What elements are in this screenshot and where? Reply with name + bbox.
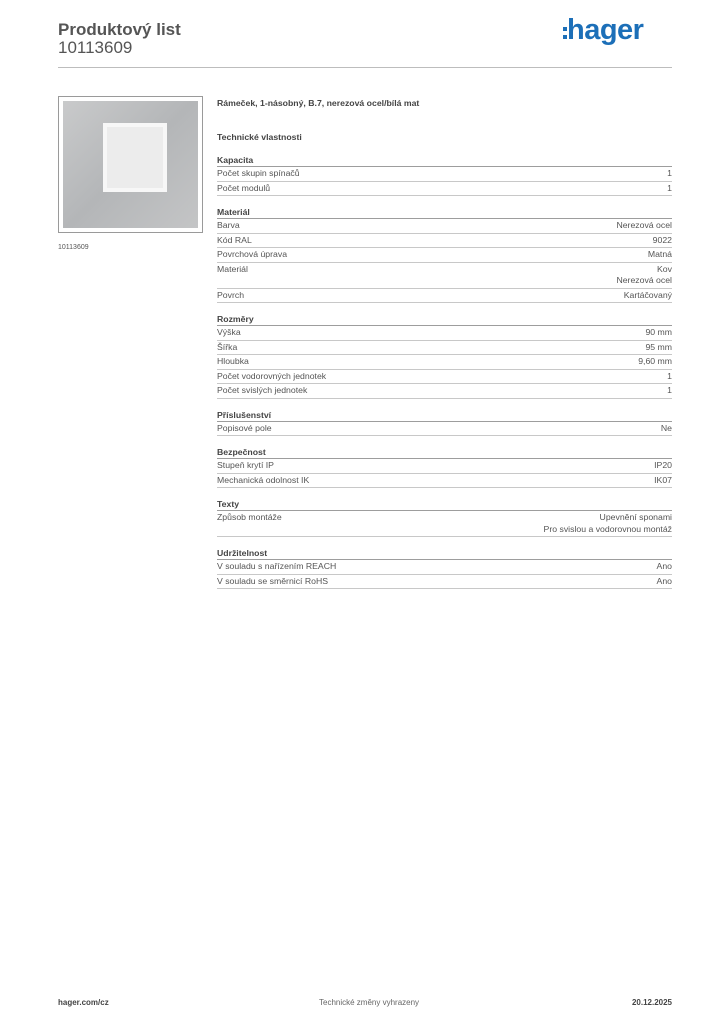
spec-group	[217, 409, 672, 437]
product-title: Rámeček, 1-násobný, B.7, nerezová ocel/bílá mat	[217, 98, 420, 108]
product-number: 10113609	[58, 38, 133, 57]
spec-value-line: Kartáčovaný	[623, 289, 672, 300]
page-title: Produktový list	[58, 20, 181, 39]
spec-value	[667, 385, 672, 397]
group-heading: Rozměry	[217, 313, 672, 326]
spec-label: Způsob montáže	[217, 512, 282, 522]
spec-value	[624, 290, 672, 302]
spec-row	[217, 341, 672, 356]
spec-row	[217, 219, 672, 234]
spec-row	[217, 575, 672, 590]
spec-group	[217, 547, 672, 589]
spec-value-line: 1	[667, 182, 672, 193]
spec-value-line: Ano	[656, 561, 672, 571]
spec-group	[217, 313, 672, 399]
spec-value	[654, 475, 672, 487]
spec-group	[217, 498, 672, 537]
spec-value-line: Matná	[647, 249, 672, 259]
frame-stainless-plate	[63, 101, 198, 228]
spec-value-line: Nerezová ocel	[616, 275, 672, 285]
spec-value	[661, 423, 672, 435]
spec-groups	[217, 154, 672, 589]
spec-label: V souladu se směrnicí RoHS	[217, 575, 329, 586]
spec-value	[667, 371, 672, 383]
spec-value-line: Ne	[660, 422, 672, 433]
spec-value	[648, 249, 672, 261]
spec-label: Stupeň krytí IP	[217, 460, 274, 470]
spec-value	[667, 183, 672, 195]
spec-label: Kód RAL	[217, 234, 252, 245]
spec-row	[217, 248, 672, 263]
spec-row	[217, 560, 672, 575]
spec-row	[217, 384, 672, 399]
spec-label: Povrch	[217, 289, 245, 300]
spec-value-line: 9,60 mm	[638, 356, 672, 366]
spec-value-line: Nerezová ocel	[616, 220, 672, 230]
spec-label: Povrchová úprava	[217, 249, 288, 259]
spec-value-line: IK07	[654, 474, 672, 485]
specifications	[217, 96, 672, 589]
spec-value-line: Kov	[657, 263, 672, 274]
spec-value-line: 1	[667, 168, 672, 178]
spec-value-line: Pro svislou a vodorovnou montáž	[543, 523, 672, 534]
spec-row	[217, 289, 672, 304]
spec-row	[217, 167, 672, 182]
frame-white-insert	[103, 123, 167, 192]
spec-value	[653, 235, 672, 247]
spec-group	[217, 446, 672, 488]
section-heading: Technické vlastnosti	[217, 132, 302, 142]
group-heading: Bezpečnost	[217, 446, 672, 459]
footer-website[interactable]: hager.com/cz	[58, 998, 109, 1007]
spec-row	[217, 474, 672, 489]
spec-row	[217, 234, 672, 249]
spec-label: Materiál	[217, 263, 248, 274]
spec-row	[217, 422, 672, 437]
spec-value-line: 1	[667, 385, 672, 395]
group-heading: Příslušenství	[217, 409, 672, 422]
spec-value	[654, 460, 672, 472]
spec-row	[217, 511, 672, 537]
spec-label: Počet modulů	[217, 182, 271, 193]
footer-date: 20.12.2025	[631, 998, 672, 1007]
spec-value	[616, 220, 672, 232]
spec-row	[217, 326, 672, 341]
spec-value	[667, 168, 672, 180]
spec-value	[544, 512, 672, 535]
spec-group	[217, 154, 672, 196]
product-image	[58, 96, 203, 233]
spec-value-line: 95 mm	[645, 341, 672, 352]
spec-label: Barva	[217, 220, 240, 230]
spec-row	[217, 355, 672, 370]
spec-value	[638, 356, 672, 368]
spec-label: V souladu s nařízením REACH	[217, 561, 337, 571]
image-caption: 10113609	[58, 244, 89, 251]
spec-row	[217, 182, 672, 197]
spec-label: Výška	[217, 327, 241, 337]
spec-label: Mechanická odolnost IK	[217, 474, 310, 485]
spec-label: Počet skupin spínačů	[217, 168, 300, 178]
spec-value	[645, 342, 672, 354]
spec-value	[657, 561, 672, 573]
spec-row	[217, 459, 672, 474]
spec-value	[645, 327, 672, 339]
spec-value	[616, 264, 672, 287]
footer-notice: Technické změny vyhrazeny	[319, 998, 420, 1007]
spec-value-line: 9022	[652, 234, 672, 245]
spec-row	[217, 263, 672, 289]
spec-value-line: IP20	[654, 460, 672, 470]
spec-label: Počet svislých jednotek	[217, 385, 308, 395]
hager-logo: hager	[567, 14, 644, 46]
spec-label: Popisové pole	[217, 422, 272, 433]
spec-value-line: 90 mm	[645, 327, 672, 337]
spec-value	[657, 576, 672, 588]
spec-label: Počet vodorovných jednotek	[217, 370, 327, 381]
group-heading: Materiál	[217, 206, 672, 219]
spec-value-line: Ano	[656, 575, 672, 586]
spec-row	[217, 370, 672, 385]
spec-value-line: 1	[667, 370, 672, 381]
group-heading: Texty	[217, 498, 672, 511]
spec-value-line: Upevnění sponami	[599, 512, 672, 522]
header-divider	[58, 67, 672, 68]
spec-label: Hloubka	[217, 356, 249, 366]
spec-label: Šířka	[217, 341, 238, 352]
group-heading: Kapacita	[217, 154, 672, 167]
spec-group	[217, 206, 672, 303]
group-heading: Udržitelnost	[217, 547, 672, 560]
